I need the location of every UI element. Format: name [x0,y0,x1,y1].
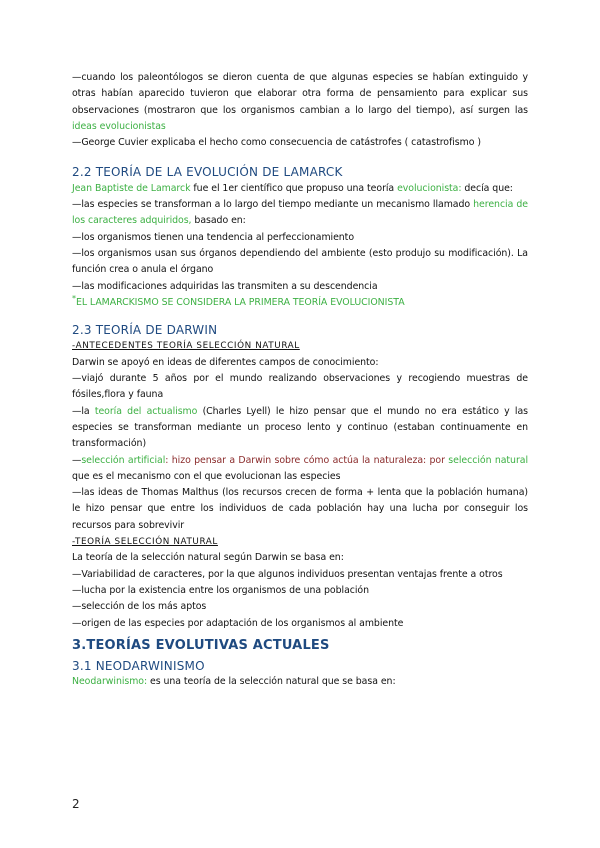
lamarck-note [72,295,528,311]
star-mark: * [72,293,76,303]
seleccion-natural-intro: La teoría de la selección natural según Darwin se basa en: [72,552,344,564]
cuvier-paragraph: —George Cuvier explicaba el hecho como consecuencia de catástrofes ( catastrofismo ) [72,137,481,149]
lamarck-mechanism [72,197,528,230]
actualismo-prefix: —la [72,405,95,417]
lamarck-intro [72,181,528,197]
seleccion-natural-subheading: -TEORÍA SELECCIÓN NATURAL [72,537,218,548]
seleccion-point-2: —lucha por la existencia entre los organismos de una población [72,584,370,596]
darwin-heading: 2.3 TEORÍA DE DARWIN [72,323,218,338]
seleccion-artificial-term: selección artificial [81,454,166,466]
seleccion-prefix: — [72,454,82,466]
seleccion-point-4: —origen de las especies por adaptación de los organismos al ambiente [72,617,404,629]
intro-text: —cuando los paleontólogos se dieron cuenta de que algunas especies se habían extinguido y otras habían aparecido tuvieron que elaborar otra forma de pensamiento para explicar sus observaciones (mostraron que los organismos cambian a lo largo del tiempo), así surgen las [72,72,528,116]
seleccion-natural-term: selección natural [444,454,528,466]
neodarwinismo-text: es una teoría de la selección natural que se basa en: [147,676,396,688]
neodarwinismo-term: Neodarwinismo: [72,676,148,688]
darwin-intro: Darwin se apoyó en ideas de diferentes campos de conocimiento: [72,356,379,368]
evolucionista-term: evolucionista: [397,182,462,194]
neodarwinismo-intro [72,674,528,690]
darwin-point-actualismo [72,404,528,453]
page-number: 2 [72,797,80,811]
actualismo-term: teoría del actualismo [94,405,198,417]
seleccion-point-1: —Variabilidad de caracteres, por la que algunos individuos presentan ventajas frente a otros [72,568,503,580]
lamarck-intro-text: fue el 1er científico que propuso una teoría [190,182,398,194]
lamarck-mechanism-text: —las especies se transforman a lo largo del tiempo mediante un mecanismo llamado [72,199,474,211]
darwin-point-malthus: —las ideas de Thomas Malthus (los recursos crecen de forma + lenta que la población humana) le hizo pensar que entre los individuos de cada población hay una lucha por conseguir los recursos para sobrevivir [72,487,528,531]
seleccion-natural-text: que es el mecanismo con el que evolucionan las especies [72,470,341,482]
herencia-term: herencia de los caracteres adquiridos, [72,199,528,227]
lamarck-mechanism-end: basado en: [191,215,246,227]
intro-paragraph [72,70,528,135]
seleccion-point-3: —selección de los más aptos [72,601,207,613]
lamarck-heading: 2.2 TEORÍA DE LA EVOLUCIÓN DE LAMARCK [72,165,343,180]
lamarck-name: Jean Baptiste de Lamarck [72,182,191,194]
neodarwinismo-heading: 3.1 NEODARWINISMO [72,659,205,674]
seleccion-artificial-text: : hizo pensar a Darwin sobre cómo actúa la naturaleza: por [165,454,445,466]
lamarck-note-text: EL LAMARCKISMO SE CONSIDERA LA PRIMERA TEORÍA EVOLUCIONISTA [75,296,405,308]
darwin-antecedentes-subheading: -ANTECEDENTES TEORÍA SELECCIÓN NATURAL [72,341,300,352]
actualismo-text: (Charles Lyell) le hizo pensar que el mundo no era estático y las especies se transforman mediante un proceso lento y continuo (estaban continuamente en transformación) [72,405,528,450]
darwin-point-seleccion-artificial [72,453,528,486]
darwin-point-viaje: —viajó durante 5 años por el mundo realizando observaciones y recogiendo muestras de fósiles,flora y fauna [72,373,528,401]
lamarck-point-3: —las modificaciones adquiridas las transmiten a su descendencia [72,280,378,292]
document-page [72,70,528,691]
lamarck-point-1: —los organismos tienen una tendencia al perfeccionamiento [72,231,354,243]
lamarck-point-2: —los organismos usan sus órganos dependiendo del ambiente (esto produjo su modificación). La función crea o anula el órgano [72,247,528,276]
teorias-actuales-heading: 3.TEORÍAS EVOLUTIVAS ACTUALES [72,637,330,653]
ideas-evolucionistas-term: ideas evolucionistas [72,120,166,132]
lamarck-intro-end: decía que: [461,182,513,194]
